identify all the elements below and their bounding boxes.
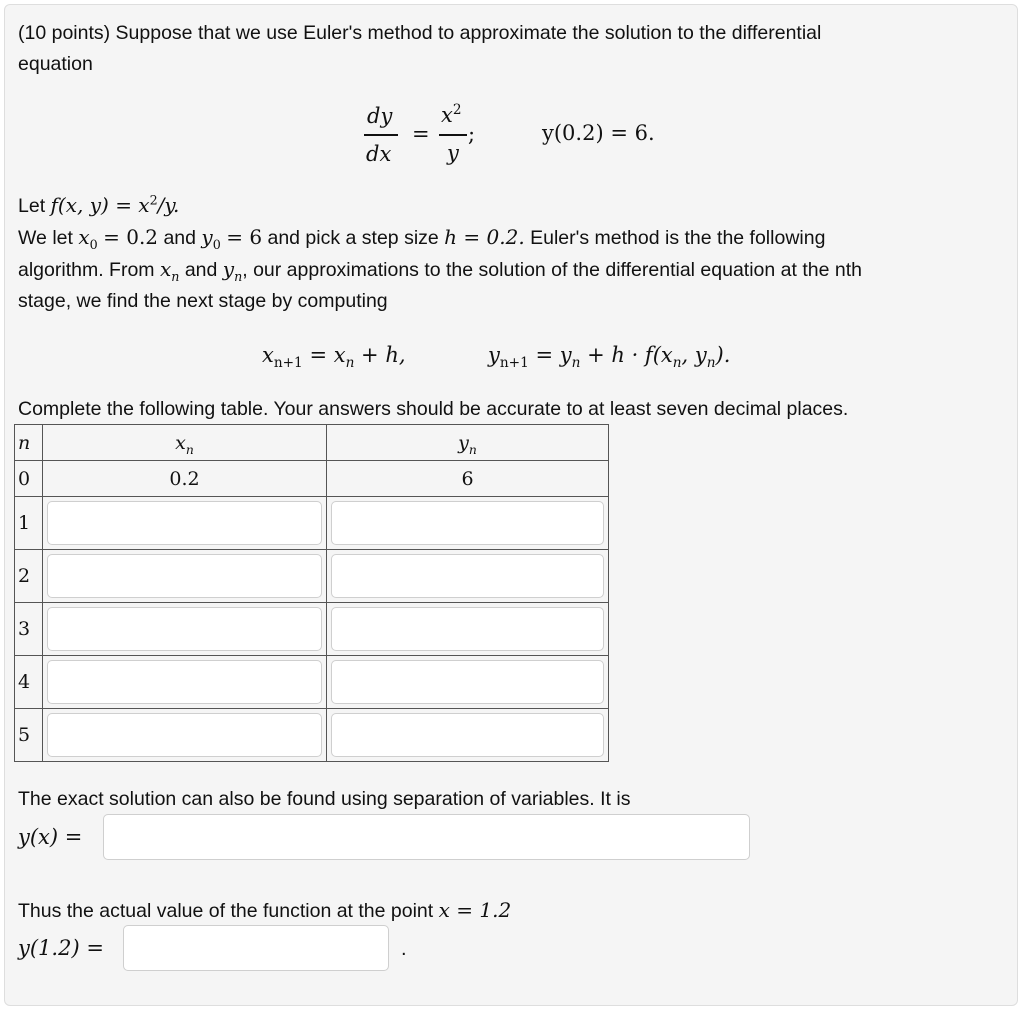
actual-value-label: y(1.2) = [18,936,104,960]
row-index: 2 [15,550,43,603]
row-index: 3 [15,603,43,656]
y2-input[interactable] [331,554,604,598]
paragraph-line3: stage, we find the next stage by computing [18,290,388,312]
y-recurrence: $y_{n+1} = y_n + h \cdot f(x_n$, $y_n$). [488,343,731,372]
y3-input[interactable] [331,607,604,651]
y-denominator: y [447,141,459,165]
table-prompt: Complete the following table. Your answers should be accurate to at least seven decimal places. [18,398,849,420]
y0-value: 6 [327,461,609,497]
y5-input[interactable] [331,713,604,757]
dy-numerator: dy [367,104,393,128]
table-row-3 [15,603,609,656]
x-squared-numerator: $x^2$ [441,102,462,127]
table-row-0 [15,461,609,497]
paragraph-line2: algorithm. From $x_n$ and $y_n$, our approximations to the solution of the differential equation at the nth [18,257,862,284]
question-intro-line1: (10 points) Suppose that we use Euler's method to approximate the solution to the differential [18,22,822,44]
table-row-5 [15,709,609,762]
paragraph-line1: We let $x_0 = 0.2$ and $y_0 = 6$ and pick a step size h = 0.2. Euler's method is the the following [18,225,826,252]
row-index: 4 [15,656,43,709]
question-intro-line2: equation [18,53,93,75]
table-row-4 [15,656,609,709]
x2-input[interactable] [47,554,322,598]
x0-value: 0.2 [43,461,327,497]
ode-equals: = [412,122,430,146]
header-xn: $x_n$ [43,425,327,461]
header-n: n [15,425,43,461]
y1-input[interactable] [331,501,604,545]
x5-input[interactable] [47,713,322,757]
initial-condition: y(0.2) = 6. [542,121,655,145]
ode-semicolon: ; [468,122,476,146]
row-index: 0 [15,461,43,497]
x3-input[interactable] [47,607,322,651]
row-index: 5 [15,709,43,762]
exact-solution-input[interactable] [103,814,750,860]
table-row-2 [15,550,609,603]
actual-value-period: . [401,938,407,960]
x4-input[interactable] [47,660,322,704]
euler-table [14,424,609,762]
table-row-1 [15,497,609,550]
row-index: 1 [15,497,43,550]
actual-value-text: Thus the actual value of the function at the point x = 1.2 [18,898,512,922]
exact-solution-label: y(x) = [18,825,83,849]
dx-denominator: dx [366,142,392,166]
x-recurrence: $x_{n+1} = x_n + h$, [262,343,406,372]
header-yn: $y_n$ [327,425,609,461]
let-f-line: Let f(x, $y) = x^2/y$. [18,192,180,217]
y4-input[interactable] [331,660,604,704]
table-header-row [15,425,609,461]
actual-value-input[interactable] [123,925,389,971]
exact-solution-text: The exact solution can also be found using separation of variables. It is [18,788,631,810]
x1-input[interactable] [47,501,322,545]
